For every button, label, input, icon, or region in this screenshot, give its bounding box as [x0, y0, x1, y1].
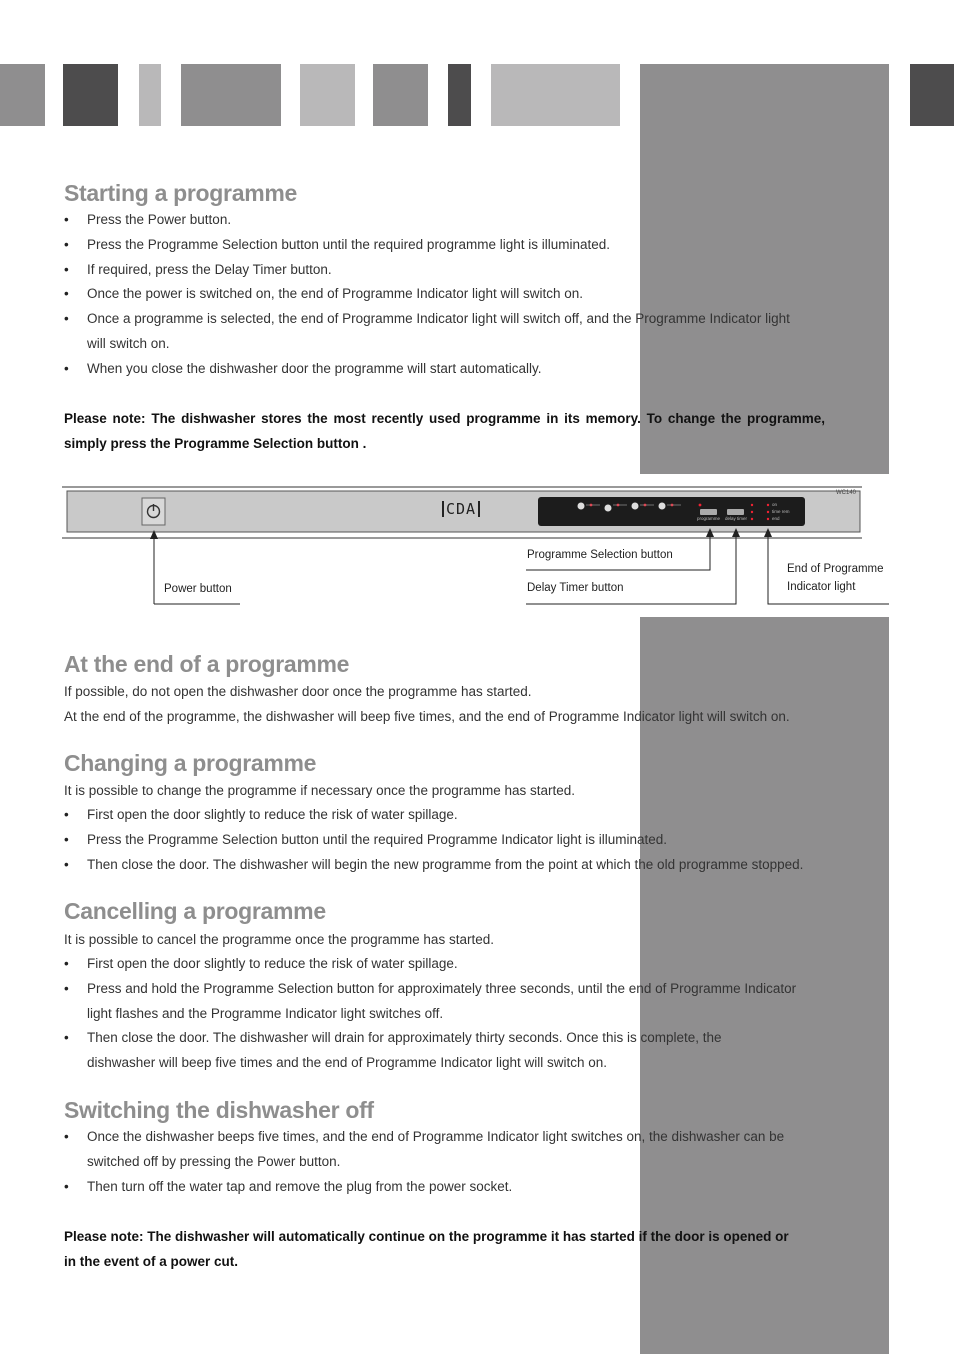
list-item: • First open the door slightly to reduce the risk of water spillage. — [64, 803, 854, 828]
header-bar — [0, 64, 45, 126]
list-item: • First open the door slightly to reduce the risk of water spillage. — [64, 952, 824, 977]
header-bar — [910, 64, 954, 126]
list-item: • Then close the door. The dishwasher will begin the new programme from the point at which the old programme stopped. — [64, 853, 854, 878]
cancelling-intro: It is possible to cancel the programme once the programme has started. — [64, 932, 494, 947]
changing-list — [64, 803, 854, 877]
delay-timer-label: Delay Timer button — [527, 582, 624, 594]
end-paragraph: If possible, do not open the dishwasher door once the programme has started. — [64, 684, 532, 699]
indicator-label: time rem — [772, 509, 790, 514]
header-bar — [139, 64, 161, 126]
power-button-shape — [142, 498, 165, 525]
off-list — [64, 1125, 824, 1199]
header-bar — [63, 64, 118, 126]
off-note: Please note: The dishwasher will automatically continue on the programme it has started if the door is opened or in the event of a power cut. — [64, 1229, 789, 1269]
programme-button-shape — [700, 509, 717, 515]
programme-button-label: programme — [697, 516, 721, 521]
list-item: • Press the Programme Selection button until the required programme light is illuminated. — [64, 233, 824, 258]
changing-intro: It is possible to change the programme if necessary once the programme has started. — [64, 783, 576, 798]
programme-selection-label: Programme Selection button — [527, 549, 673, 561]
delay-button-label: delay timer — [725, 516, 748, 521]
header-bar — [373, 64, 428, 126]
header-bar — [491, 64, 620, 126]
list-item: • Once the dishwasher beeps five times, and the end of Programme Indicator light switches on, the dishwasher can be switched off by pressing the Power button. — [64, 1125, 794, 1175]
list-item: • Then close the door. The dishwasher will drain for approximately thirty seconds. Once this is complete, the dishwasher will beep five times and the end of Programme Indicator light will switch on. — [64, 1026, 764, 1076]
list-item: • Once the power is switched on, the end of Programme Indicator light will switch on. — [64, 282, 824, 307]
control-panel-diagram — [0, 484, 954, 609]
list-item: • Then turn off the water tap and remove the plug from the power socket. — [64, 1175, 824, 1200]
list-item: • Press and hold the Programme Selection button for approximately three seconds, until the end of Programme Indicator light flashes and the Programme Indicator light switches off. — [64, 977, 810, 1027]
end-indicator-label-line2: Indicator light — [787, 581, 856, 593]
list-item: • When you close the dishwasher door the programme will start automatically. — [64, 357, 824, 382]
cancelling-list — [64, 952, 824, 1076]
brand-logo: CDA — [442, 501, 480, 517]
starting-list — [64, 208, 824, 382]
section-title-starting: Starting a programme — [64, 180, 297, 206]
header-bar — [300, 64, 355, 126]
section-title-end: At the end of a programme — [64, 651, 350, 677]
display-panel — [538, 497, 805, 526]
power-button-label: Power button — [164, 583, 232, 595]
indicator-label: end — [772, 516, 780, 521]
list-item: • Press the Programme Selection button until the required Programme Indicator light is illuminated. — [64, 828, 854, 853]
header-bar — [448, 64, 471, 126]
header-bar — [181, 64, 281, 126]
delay-button-shape — [727, 509, 744, 515]
starting-note: Please note: The dishwasher stores the most recently used programme in its memory. To change the programme, simply press the Programme Selection button . — [64, 411, 825, 451]
list-item: • Press the Power button. — [64, 208, 824, 233]
section-title-cancelling: Cancelling a programme — [64, 898, 326, 924]
end-paragraph: At the end of the programme, the dishwasher will beep five times, and the end of Programme Indicator light will switch on. — [64, 709, 790, 724]
list-item: • If required, press the Delay Timer button. — [64, 258, 824, 283]
end-indicator-label-line1: End of Programme — [787, 563, 884, 575]
model-number: WC140 — [836, 490, 857, 496]
section-title-changing: Changing a programme — [64, 750, 317, 776]
indicator-label: on — [772, 502, 778, 507]
list-item: • Once a programme is selected, the end of Programme Indicator light will switch off, and the Programme Indicator light will switch on. — [64, 307, 812, 357]
section-title-off: Switching the dishwasher off — [64, 1097, 374, 1123]
